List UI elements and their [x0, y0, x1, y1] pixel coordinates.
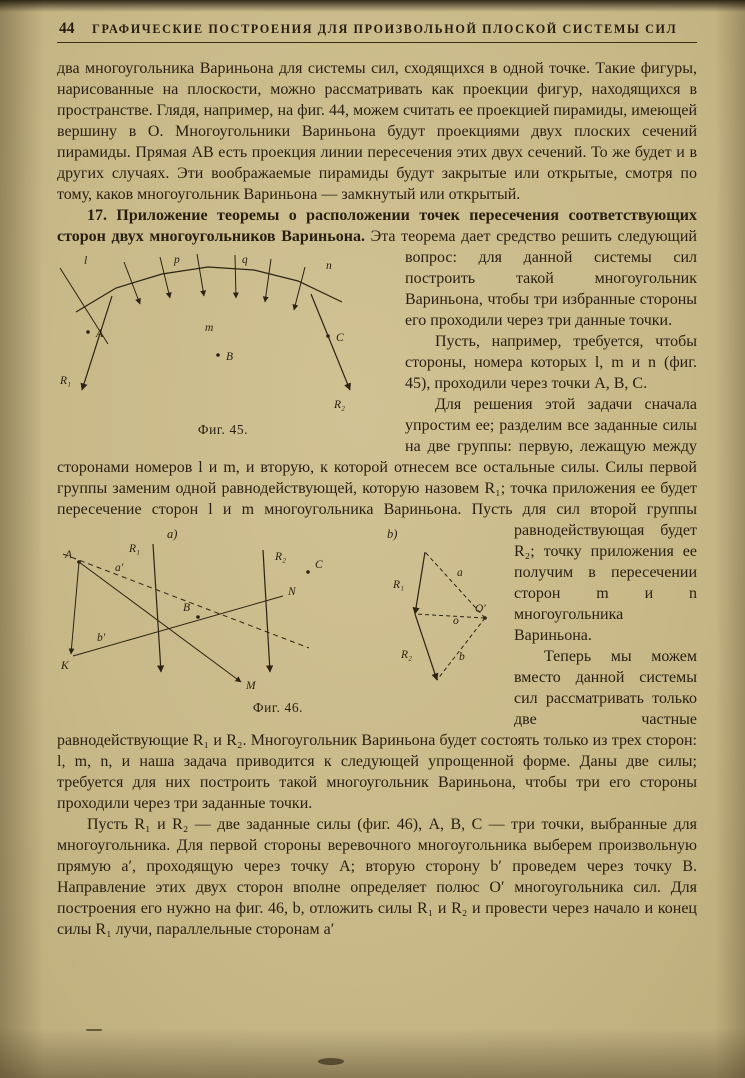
fig46-label-r1b: R₁	[393, 579, 405, 591]
fig46-label-line-b: b′	[97, 632, 106, 644]
fig46-label-point-n: N	[288, 586, 296, 598]
fig45-label-n: n	[326, 260, 332, 272]
force-r1-arrow	[153, 544, 161, 672]
fig45-label-r1: R₁	[60, 375, 72, 387]
fig45-label-point-b: B	[226, 351, 234, 363]
force-arrow	[235, 255, 236, 298]
running-header	[57, 14, 697, 42]
paragraph: Пусть R₁ и R₂ — две заданные силы (фиг. 46), A, B, C — три точки, выбранные для многоугольника. Для первой стороны веревочного многоугольника выберем произвольную прямую a′, проходящую через точку A; вторую сторону b′ проведем через точку B. Направление этих двух сторон вполне определяет полюс O′ многоугольника сил. Для построения его нужно на фиг. 46, b, отложить силы R₁ и R₂ и провести через начало и конец силы R₁ лучи, параллельные сторонам a′	[57, 816, 697, 938]
force-arrow	[197, 254, 204, 296]
point-c-dot	[306, 570, 310, 574]
fig46-label-ray-b: b	[459, 651, 465, 663]
point-a-dot	[86, 330, 90, 334]
force-arrow	[124, 262, 140, 304]
fig45-label-l: l	[84, 255, 88, 267]
line-a-to-k-arrow	[71, 562, 79, 654]
fig45-label-r2: R₂	[334, 399, 346, 411]
point-b-dot	[216, 353, 220, 357]
fig46-label-point-a: A	[65, 549, 73, 561]
point-a-dot	[77, 560, 81, 564]
header-rule	[57, 42, 697, 43]
figure-46-caption: Фиг. 46.	[252, 700, 304, 715]
fig45-label-p: p	[174, 254, 180, 266]
fig46-label-r2b: R₂	[401, 649, 413, 661]
pole-o-prime-dot	[483, 616, 487, 620]
figure-46-drawing	[57, 524, 499, 696]
paragraph-text-a: Для решения этой задачи сначала упростим ее; разделим все заданные силы на две группы: первую, лежащую между сторонами номеров l и m, и вторую, к которой отнесем все остальные силы. Силы первой группы заменим одной равнодействующей, которую назовем R₁; точка приложения ее будет пересечение сторон l и m многоугольника Вариньона.	[57, 396, 697, 518]
force-r2-arrow	[263, 550, 270, 672]
fig46-label-r1: R₁	[129, 543, 141, 555]
fig46-label-pole: O′	[475, 603, 486, 615]
point-b-dot	[196, 615, 200, 619]
figure-45	[57, 252, 389, 440]
force-arrow	[160, 257, 170, 298]
fig45-label-q: q	[242, 254, 248, 266]
figure-45-caption: Фиг. 45.	[197, 422, 249, 437]
fig45-label-point-c: C	[336, 332, 344, 344]
section-17-heading: 17. Приложение теоремы о расположении точек пересечения соответствующих сторон двух многоугольников Вариньона.	[57, 207, 697, 245]
paragraph-text-b: Пусть для сил второй группы равнодействующая будет R₂; точку приложения ее получим в пересечении сторон m и n многоугольника Вариньона.	[461, 501, 697, 644]
section-17-text-a: Эта теорема дает средство решить следующий вопрос: для данной системы	[364, 228, 697, 266]
force-arrow	[265, 259, 271, 302]
paragraph-continuation: два многоугольника Вариньона для системы сил, сходящихся в одной точке. Такие фигуры, нарисованные на плоскости, можно рассматривать как проекции фигур, находящихся в пространстве. Глядя, например, на фиг. 44, можем считать ее проекцией пирамиды, имеющей вершину в O. Многоугольники Вариньона будут проекциями двух плоских сечений пирамиды. Прямая AB есть проекция линии пересечения этих двух сечений. То же будет и в других случаях. Эти воображаемые пирамиды будут закрытые или открытые, смотря по тому, каков многоугольник Вариньона — замкнутый или открытый.	[57, 60, 697, 203]
fig45-label-m: m	[205, 322, 214, 334]
fig46-label-point-m: M	[246, 680, 256, 692]
fig46-label-line-a: a′	[115, 562, 124, 574]
fig46-label-point-c: C	[315, 559, 323, 571]
figure-45-drawing	[58, 252, 388, 418]
scan-artifact	[318, 1058, 344, 1065]
page-number: 44	[59, 20, 75, 37]
fig46-label-r2: R₂	[275, 551, 287, 563]
funicular-curve	[76, 267, 342, 312]
paragraph: Пусть, например, требуется, чтобы стороны, номера которых l, m и n (фиг. 45), проходили через точки A, B, C.	[405, 333, 697, 392]
fig45-label-point-a: A	[96, 328, 104, 340]
fig46-label-part-b: b)	[387, 527, 398, 541]
point-c-dot	[326, 334, 330, 338]
pole-ray-b	[437, 618, 485, 680]
force-arrow	[294, 267, 305, 310]
force-polygon-r1-arrow	[415, 552, 425, 614]
figure-46	[57, 524, 499, 718]
fig46-label-ray-a: a	[457, 567, 463, 579]
force-polygon-r2-arrow	[415, 614, 437, 680]
fig46-label-point-b: B	[183, 602, 191, 614]
fig46-label-part-a: a)	[167, 527, 178, 541]
running-title: ГРАФИЧЕСКИЕ ПОСТРОЕНИЯ ДЛЯ ПРОИЗВОЛЬНОЙ ПЛОСКОЙ СИСТЕМЫ СИЛ	[92, 22, 678, 36]
section-17-text-b: сил построить такой многоугольник Вариньона, чтобы три избранные стороны его проходили через три данные точки.	[405, 249, 697, 329]
fig46-label-ray-o: o	[453, 615, 459, 627]
resultant-r2-arrow	[311, 294, 350, 390]
paragraph: Теперь мы можем вместо данной системы сил рассматривать только две частные равнодействующие R₁ и R₂. Многоугольник Вариньона будет состоять только из трех сторон: l, m, n, и наша задача приводится к следующей упрощенной форме. Даны две силы; требуется для них построить такой многоугольник Вариньона, чтобы три его стороны проходили через три заданные точки.	[57, 648, 697, 812]
fig46-label-point-k: K	[61, 660, 69, 672]
scan-artifact	[86, 1029, 102, 1031]
